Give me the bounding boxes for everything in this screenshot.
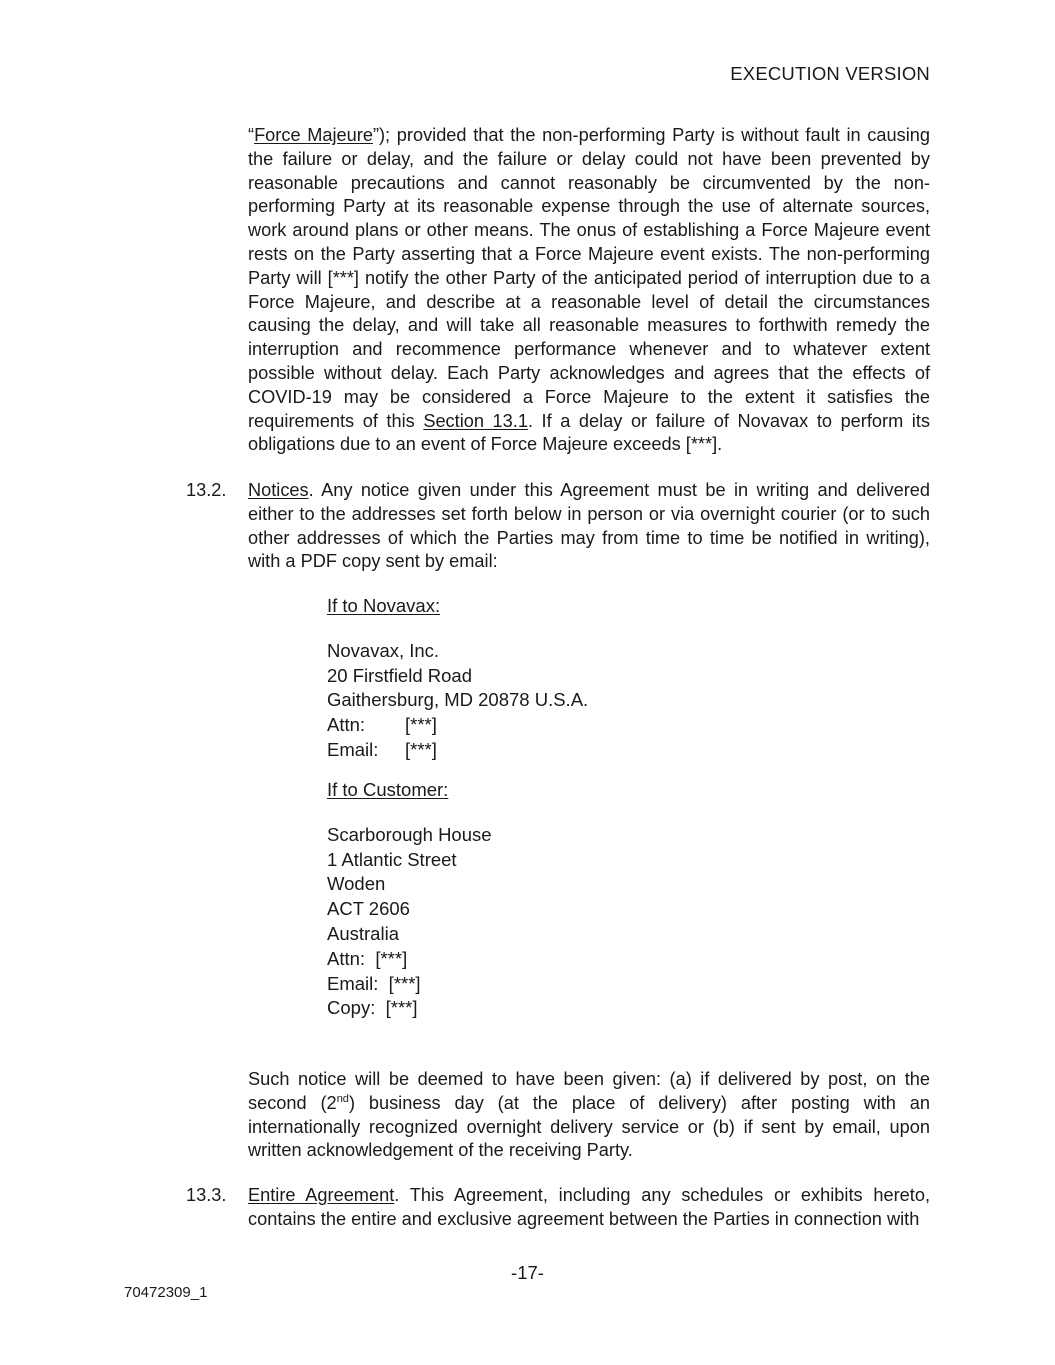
section-13-2-number: 13.2. <box>186 480 227 500</box>
deemed-notice-part1: Such notice will be deemed to have been given: (a) if delivered by post, on the second (2 <box>248 1069 930 1113</box>
customer-heading: If to Customer: <box>327 779 449 800</box>
address-line: 1 Atlantic Street <box>327 848 457 870</box>
section-13-3-heading: Entire Agreement <box>248 1185 395 1205</box>
address-line: Novavax, Inc. <box>327 639 440 661</box>
address-line: Gaithersburg, MD 20878 U.S.A. <box>327 689 589 711</box>
attn-value: [***] <box>405 714 437 736</box>
email-label: Email: <box>327 738 379 760</box>
email-line: Email: [***] <box>327 972 421 994</box>
novavax-address-block <box>327 594 588 763</box>
attn-label: Attn: <box>327 714 366 736</box>
address-line: ACT 2606 <box>327 898 410 920</box>
address-line: Scarborough House <box>327 823 492 845</box>
section-13-3-number: 13.3. <box>186 1185 227 1205</box>
email-value: [***] <box>405 738 437 760</box>
section-13-2-heading: Notices <box>248 480 309 500</box>
force-majeure-paragraph <box>248 124 930 457</box>
copy-line: Copy: [***] <box>327 997 418 1019</box>
document-id: 70472309_1 <box>124 1284 208 1301</box>
ordinal-superscript: nd <box>336 1092 349 1105</box>
section-13-3-paragraph <box>248 1184 930 1232</box>
page-number: -17- <box>511 1262 544 1283</box>
force-majeure-defined-term: Force Majeure <box>254 125 373 145</box>
email-line <box>327 738 588 763</box>
section-13-3-text: . This Agreement, including any schedules or exhibits hereto, contains the entire and exclusive agreement between the Parties in connection with <box>248 1185 930 1229</box>
address-line: Woden <box>327 873 386 895</box>
force-majeure-body: ”); provided that the non-performing Party is without fault in causing the failure or delay, and the failure or delay could not have been prevented by reasonable precautions and cannot reasonably be circumvented by the non-performing Party at its reasonable expense through the use of alternate sources, work around plans or other means. The onus of establishing a Force Majeure event rests on the Party asserting that a Force Majeure event exists. The non-performing Party will [***] notify the other Party of the anticipated period of interruption due to a Force Majeure, and describe at a reasonable level of detail the circumstances causing the delay, and will take all reasonable measures to forthwith remedy the interruption and recommence performance whenever and to whatever extent possible without delay. Each Party acknowledges and agrees that the effects of COVID-19 may be considered a Force Majeure to the extent it satisfies the requirements of this <box>248 125 930 431</box>
customer-address-block <box>327 778 492 1021</box>
open-quote: “ <box>248 125 255 145</box>
address-line: 20 Firstfield Road <box>327 664 472 686</box>
section-13-2-paragraph <box>248 479 930 574</box>
novavax-heading: If to Novavax: <box>327 595 441 616</box>
deemed-notice-paragraph <box>248 1068 930 1163</box>
section-reference: Section 13.1 <box>423 410 528 431</box>
force-majeure-closing: . If a delay or failure of Novavax to perform its obligations due to an event of Force Majeure exceeds [***]. <box>248 410 930 455</box>
attn-line: Attn: [***] <box>327 947 408 969</box>
deemed-notice-part2: ) business day (at the place of delivery) after posting with an internationally recognized overnight delivery service or (b) if sent by email, upon written acknowledgement of the receiving Party. <box>248 1092 931 1161</box>
address-line: Australia <box>327 922 399 944</box>
execution-version-label: EXECUTION VERSION <box>730 63 930 84</box>
attn-line <box>327 713 588 738</box>
section-13-2-text: . Any notice given under this Agreement must be in writing and delivered either to the addresses set forth below in person or via overnight courier (or to such other addresses of which the Parties may from time to time be notified in writing), with a PDF copy sent by email: <box>248 480 930 572</box>
